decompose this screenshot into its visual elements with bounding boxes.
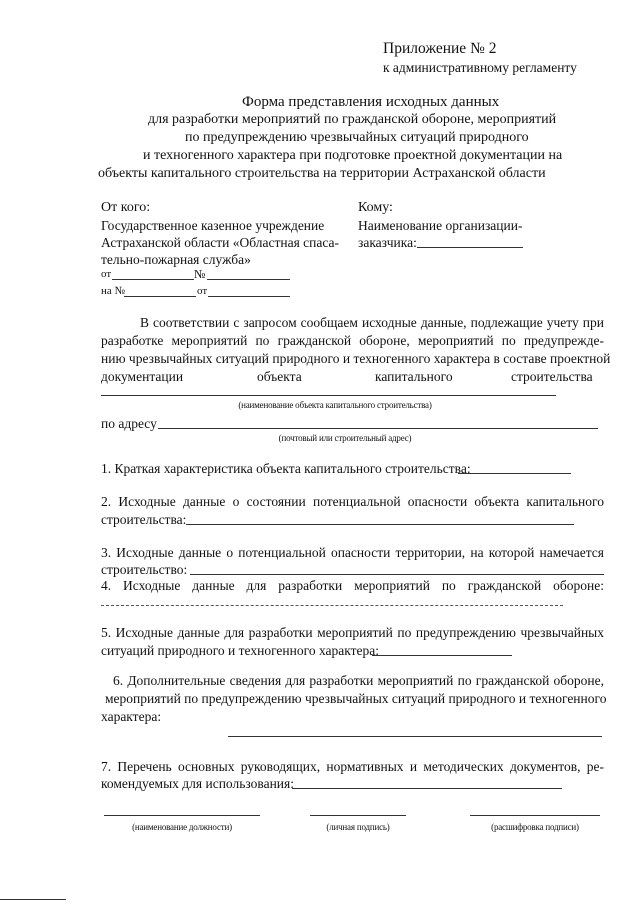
decoding-caption: (расшифровка подписи) <box>491 822 579 832</box>
title-line: и техногенного характера при подготовке проектной документации на <box>143 148 563 163</box>
item-3-text-cont: строительство: <box>101 562 188 577</box>
address-field[interactable] <box>158 428 598 429</box>
item-1-text: 1. Краткая характеристика объекта капитального строительства: <box>101 461 471 476</box>
item-6-text-cont: мероприятий по предупреждению чрезвычайных ситуаций природного и техногенного <box>105 691 607 706</box>
item-2-text: 2. Исходные данные о состоянии потенциальной опасности объекта капитального <box>101 494 604 509</box>
item-7-text-cont: комендуемых для использования: <box>101 776 294 791</box>
intro-word: строительства <box>511 369 593 384</box>
title-line: Форма представления исходных данных <box>242 94 500 110</box>
intro-line: В соответствии с запросом сообщаем исходные данные, подлежащие учету при <box>140 315 604 330</box>
address-label: по адресу <box>101 416 157 431</box>
from-label: От кого: <box>101 200 151 215</box>
customer-field[interactable] <box>417 247 523 248</box>
annex-number: Приложение № 2 <box>383 40 497 57</box>
annex-regulation: к административному регламенту <box>383 60 577 75</box>
item-7-text: 7. Перечень основных руководящих, нормативных и методических документов, ре- <box>101 759 604 774</box>
date-prefix: от <box>101 268 112 280</box>
item-6-field[interactable] <box>228 736 602 737</box>
intro-word: капитального <box>375 369 453 384</box>
object-name-caption: (наименование объекта капитального строительства) <box>238 400 432 410</box>
ref-date-field[interactable] <box>208 296 290 297</box>
ref-prefix: на № <box>101 285 126 297</box>
title-line: для разработки мероприятий по гражданской обороне, мероприятий <box>148 112 557 127</box>
from-org-line: Государственное казенное учреждение <box>101 218 325 233</box>
position-caption: (наименование должности) <box>132 822 232 832</box>
item-6-text: 6. Дополнительные сведения для разработки мероприятий по гражданской обороне, <box>113 673 604 688</box>
intro-word: документации <box>101 369 184 384</box>
item-4-text: 4. Исходные данные для разработки мероприятий по гражданской обороне: <box>101 578 604 593</box>
to-org-line: заказчика: <box>358 235 417 250</box>
item-5-text: 5. Исходные данные для разработки мероприятий по предупреждению чрезвычайных <box>101 625 604 640</box>
title-line: объекты капитального строительства на территории Астраханской области <box>98 166 546 181</box>
decoding-field[interactable] <box>470 815 600 816</box>
number-field[interactable] <box>207 279 290 280</box>
ref-from: от <box>197 285 208 297</box>
from-org-line: Астраханской области «Областная спаса- <box>101 235 340 250</box>
item-5-text-cont: ситуаций природного и техногенного характера: <box>101 643 380 658</box>
item-6-text-end: характера: <box>101 709 162 724</box>
item-4-field[interactable] <box>101 605 563 606</box>
ref-number-field[interactable] <box>124 296 196 297</box>
position-field[interactable] <box>104 815 260 816</box>
item-7-field[interactable] <box>292 788 562 789</box>
to-org-line: Наименование организации- <box>358 218 523 233</box>
item-3-field[interactable] <box>190 574 604 575</box>
title-line: по предупреждению чрезвычайных ситуаций природного <box>185 130 529 145</box>
item-2-field[interactable] <box>186 524 574 525</box>
object-name-field[interactable] <box>101 395 556 396</box>
intro-line: нию чрезвычайных ситуаций природного и техногенного характера в составе проектной <box>101 351 611 366</box>
intro-word: объекта <box>257 369 302 384</box>
item-1-field[interactable] <box>458 473 571 474</box>
address-caption: (почтовый или строительный адрес) <box>278 433 412 443</box>
signature-field[interactable] <box>310 815 406 816</box>
signature-caption: (личная подпись) <box>326 822 390 832</box>
footer-rule <box>0 899 66 900</box>
to-label: Кому: <box>358 200 393 215</box>
date-field[interactable] <box>112 279 194 280</box>
item-2-text-cont: строительства: <box>101 512 187 527</box>
item-5-field[interactable] <box>372 655 512 656</box>
intro-line: разработке мероприятий по гражданской обороне, мероприятий по предупрежде- <box>101 333 604 348</box>
number-sign: № <box>194 267 206 281</box>
from-org-line: тельно-пожарная служба» <box>101 252 251 267</box>
item-3-text: 3. Исходные данные о потенциальной опасности территории, на которой намечается <box>101 545 604 560</box>
